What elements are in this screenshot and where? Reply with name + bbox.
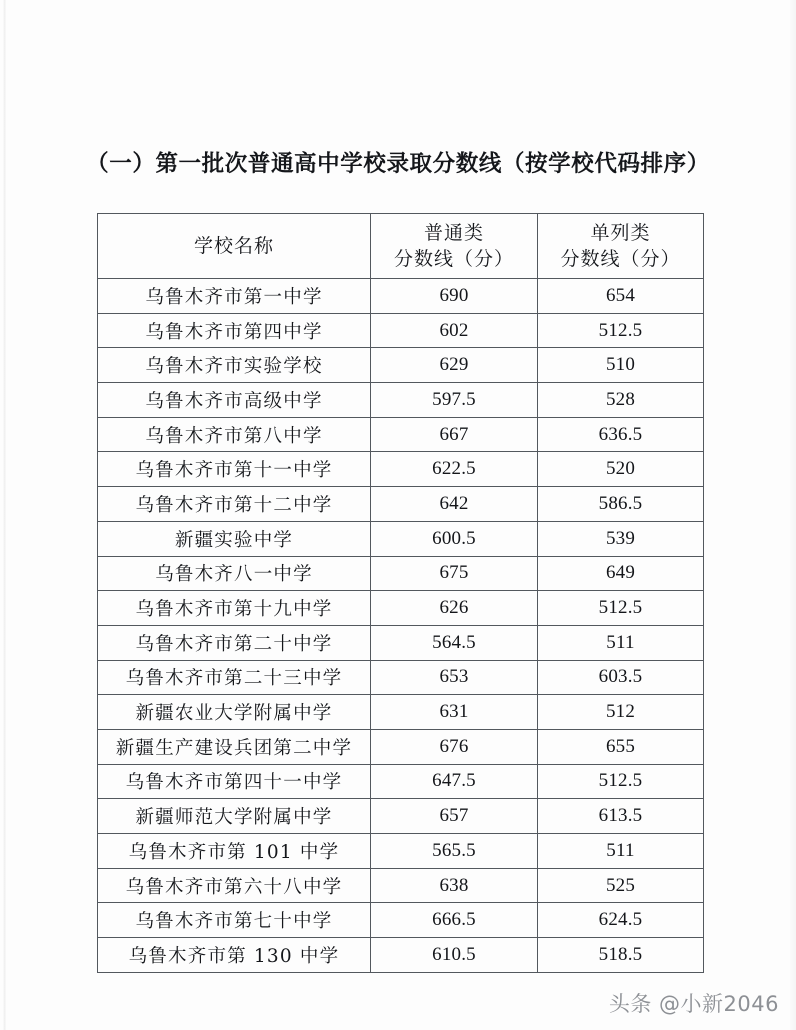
cell-general-score: 653 [371,660,538,695]
cell-general-score: 675 [371,556,538,591]
cell-single-score: 512 [538,695,704,730]
cell-single-score: 512.5 [538,764,704,799]
cell-school-name: 乌鲁木齐市第八中学 [98,417,371,452]
table-row [98,764,704,799]
cell-general-score: 610.5 [371,938,538,973]
cell-single-score: 511 [538,834,704,869]
column-header-general-score [371,214,538,279]
cell-general-score: 629 [371,348,538,383]
table-header [98,214,704,279]
table-row [98,521,704,556]
column-header-single-line2: 分数线（分） [560,248,681,270]
cell-general-score: 667 [371,417,538,452]
cell-school-name: 乌鲁木齐市第六十八中学 [98,868,371,903]
cell-school-name: 乌鲁木齐市第二十中学 [98,625,371,660]
cell-general-score: 657 [371,799,538,834]
cell-general-score: 565.5 [371,834,538,869]
cell-single-score: 654 [538,279,704,314]
cell-school-name: 乌鲁木齐市第十一中学 [98,452,371,487]
cell-general-score: 626 [371,591,538,626]
cell-single-score: 510 [538,348,704,383]
cell-single-score: 636.5 [538,417,704,452]
cell-school-name: 乌鲁木齐市第十二中学 [98,487,371,522]
cell-general-score: 666.5 [371,903,538,938]
column-header-school-line1: 学校名称 [193,235,274,257]
table-row [98,903,704,938]
table-row [98,834,704,869]
cell-general-score: 600.5 [371,521,538,556]
cell-school-name: 新疆农业大学附属中学 [98,695,371,730]
cell-general-score: 602 [371,313,538,348]
cell-single-score: 603.5 [538,660,704,695]
table-header-row [98,214,704,279]
cell-school-name: 乌鲁木齐市第二十三中学 [98,660,371,695]
table-row [98,695,704,730]
cell-school-name: 新疆生产建设兵团第二中学 [98,729,371,764]
watermark: 头条 @小新2046 [608,992,779,1016]
cell-single-score: 520 [538,452,704,487]
cell-school-name: 乌鲁木齐市第 101 中学 [98,834,371,869]
cell-single-score: 511 [538,625,704,660]
cell-school-name: 乌鲁木齐市第四中学 [98,313,371,348]
table-row [98,487,704,522]
cell-single-score: 528 [538,383,704,418]
cell-general-score: 647.5 [371,764,538,799]
cell-general-score: 676 [371,729,538,764]
cell-general-score: 642 [371,487,538,522]
table-row [98,417,704,452]
cell-general-score: 690 [371,279,538,314]
table-body [98,279,704,973]
admission-score-table [97,213,704,973]
table-row [98,799,704,834]
cell-single-score: 649 [538,556,704,591]
cell-school-name: 新疆实验中学 [98,521,371,556]
page-title: （一）第一批次普通高中学校录取分数线（按学校代码排序） [86,151,710,177]
cell-single-score: 525 [538,868,704,903]
cell-single-score: 624.5 [538,903,704,938]
column-header-general-line1: 普通类 [423,222,484,244]
table-row [98,660,704,695]
column-header-general-line2: 分数线（分） [393,248,514,270]
cell-school-name: 乌鲁木齐市高级中学 [98,383,371,418]
cell-general-score: 638 [371,868,538,903]
cell-single-score: 512.5 [538,313,704,348]
cell-school-name: 乌鲁木齐市实验学校 [98,348,371,383]
table-row [98,729,704,764]
cell-school-name: 乌鲁木齐市第十九中学 [98,591,371,626]
cell-school-name: 乌鲁木齐市第四十一中学 [98,764,371,799]
table-row [98,625,704,660]
cell-general-score: 564.5 [371,625,538,660]
cell-school-name: 新疆师范大学附属中学 [98,799,371,834]
column-header-single-line1: 单列类 [590,222,651,244]
cell-single-score: 539 [538,521,704,556]
cell-general-score: 597.5 [371,383,538,418]
table-row [98,556,704,591]
table-row [98,591,704,626]
cell-school-name: 乌鲁木齐八一中学 [98,556,371,591]
cell-single-score: 586.5 [538,487,704,522]
cell-single-score: 613.5 [538,799,704,834]
table-row [98,383,704,418]
table-row [98,348,704,383]
table-row [98,313,704,348]
cell-general-score: 631 [371,695,538,730]
column-header-school [98,214,371,279]
table-row [98,938,704,973]
column-header-single-score [538,214,704,279]
cell-school-name: 乌鲁木齐市第 130 中学 [98,938,371,973]
table-row [98,452,704,487]
cell-single-score: 655 [538,729,704,764]
table-row [98,868,704,903]
table-row [98,279,704,314]
cell-single-score: 518.5 [538,938,704,973]
cell-school-name: 乌鲁木齐市第七十中学 [98,903,371,938]
cell-single-score: 512.5 [538,591,704,626]
cell-general-score: 622.5 [371,452,538,487]
cell-school-name: 乌鲁木齐市第一中学 [98,279,371,314]
